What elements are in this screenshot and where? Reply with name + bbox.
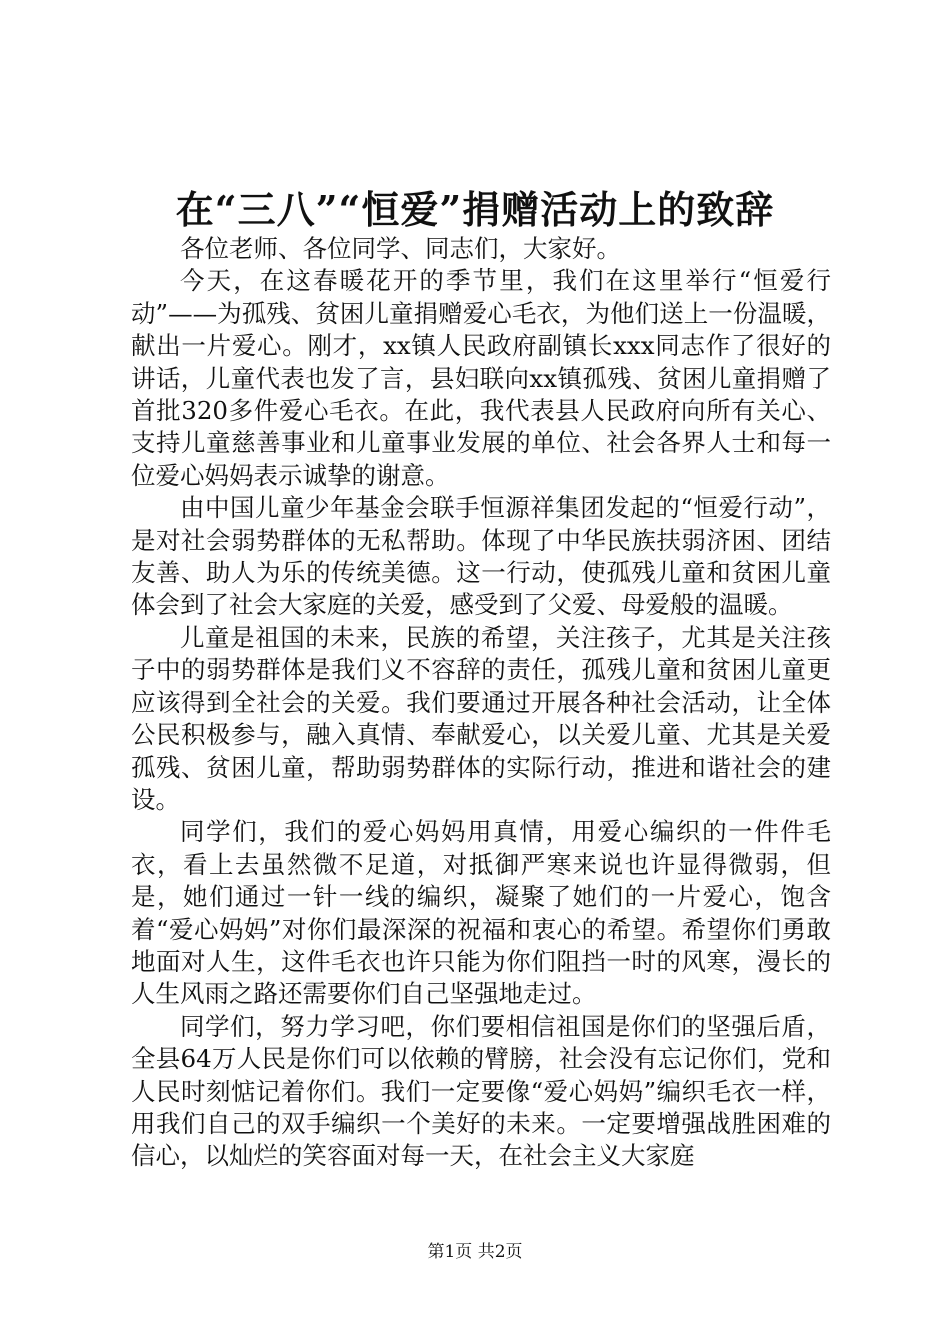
page-title: 在“三八”“恒爱”捐赠活动上的致辞 (175, 187, 775, 232)
paragraph: 同学们，努力学习吧，你们要相信祖国是你们的坚强后盾，全县64万人民是你们可以依赖的臂膀，社会没有忘记你们，党和人民时刻惦记着你们。我们一定要像“爱心妈妈”编织毛衣一样，用我们自己的双手编织一个美好的未来。一定要增强战胜困难的信心，以灿烂的笑容面对每一天，在社会主义大家庭 (131, 1011, 831, 1171)
paragraph: 同学们，我们的爱心妈妈用真情，用爱心编织的一件件毛衣，看上去虽然微不足道，对抵御严寒来说也许显得微弱，但是，她们通过一针一线的编织，凝聚了她们的一片爱心，饱含着“爱心妈妈”对你们最深深的祝福和衷心的希望。希望你们勇敢地面对人生，这件毛衣也许只能为你们阻挡一时的风寒，漫长的人生风雨之路还需要你们自己坚强地走过。 (131, 817, 831, 1009)
page-number-footer: 第1页 共2页 (427, 1242, 523, 1262)
paragraph-greeting: 各位老师、各位同学、同志们，大家好。 (180, 234, 621, 263)
paragraph: 儿童是祖国的未来，民族的希望，关注孩子，尤其是关注孩子中的弱势群体是我们义不容辞的责任，孤残儿童和贫困儿童更应该得到全社会的关爱。我们要通过开展各种社会活动，让全体公民积极参与，融入真情、奉献爱心，以关爱儿童、尤其是关爱孤残、贫困儿童，帮助弱势群体的实际行动，推进和谐社会的建设。 (131, 622, 831, 814)
document-body (131, 233, 831, 1173)
paragraph: 今天，在这春暖花开的季节里，我们在这里举行“恒爱行动”——为孤残、贫困儿童捐赠爱心毛衣，为他们送上一份温暖，献出一片爱心。刚才，xx镇人民政府副镇长xxx同志作了很好的讲话，儿童代表也发了言，县妇联向xx镇孤残、贫困儿童捐赠了首批320多件爱心毛衣。在此，我代表县人民政府向所有关心、支持儿童慈善事业和儿童事业发展的单位、社会各界人士和每一位爱心妈妈表示诚挚的谢意。 (131, 266, 831, 490)
paragraph: 由中国儿童少年基金会联手恒源祥集团发起的“恒爱行动”，是对社会弱势群体的无私帮助。体现了中华民族扶弱济困、团结友善、助人为乐的传统美德。这一行动，使孤残儿童和贫困儿童体会到了社会大家庭的关爱，感受到了父爱、母爱般的温暖。 (131, 493, 831, 620)
